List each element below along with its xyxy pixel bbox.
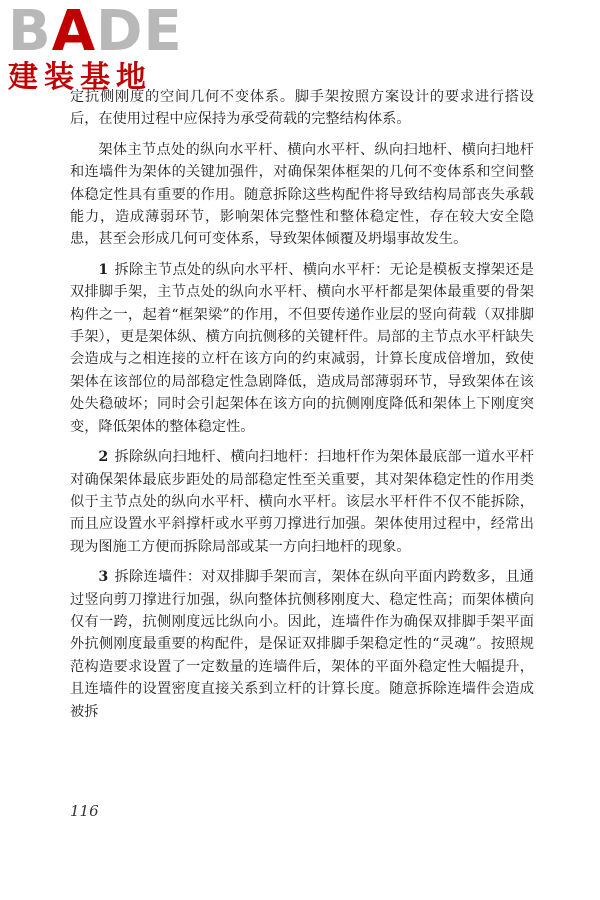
paragraph-text: 拆除连墙件：对双排脚手架而言，架体在纵向平面内跨数多，且通过竖向剪刀撑进行加强，纵向整体抗侧移刚度大、稳定性高；而架体横向仅有一跨，抗侧刚度远比纵向小。因此，连墙件作为确保双排脚手架平面外抗侧刚度最重要的构配件，是保证双排脚手架稳定性的“灵魂”。按照规范构造要求设置了一定数量的连墙件后，架体的平面外稳定性大幅提升，且连墙件的设置密度直接关系到立杆的计算长度。随意拆除连墙件会造成被拆 xyxy=(70,569,534,720)
paragraph-item-2 xyxy=(70,446,534,558)
brand-letter-a: A xyxy=(51,0,97,64)
brand-letters-de: DE xyxy=(96,0,183,64)
paragraph-text: 架体主节点处的纵向水平杆、横向水平杆、纵向扫地杆、横向扫地杆和连墙件为架体的关键加强件，对确保架体框架的几何不变体系和空间整体稳定性具有重要的作用。随意拆除这些构配件将导致结构局部丧失承载能力，造成薄弱环节，影响架体完整性和整体稳定性，存在较大安全隐患，甚至会形成几何可变体系，导致架体倾覆及坍塌事故发生。 xyxy=(70,141,534,248)
paragraph-text: 定抗侧刚度的空间几何不变体系。脚手架按照方案设计的要求进行搭设后，在使用过程中应保持为承受荷载的完整结构体系。 xyxy=(70,89,534,128)
brand-logo-subtitle: 建装基地 xyxy=(8,60,152,95)
paragraph-item-3 xyxy=(70,566,534,723)
paragraph-text: 拆除主节点处的纵向水平杆、横向水平杆：无论是模板支撑架还是双排脚手架，主节点处的纵向水平杆、横向水平杆都是架体最重要的骨架构件之一，起着“框架梁”的作用，不但要传递作业层的竖向荷载（双排脚手架），更是架体纵、横方向抗侧移的关键杆件。局部的主节点水平杆缺失会造成与之相连接的立杆在该方向的约束减弱，计算长度成倍增加，致使架体在该部位的局部稳定性急剧降低，造成局部薄弱环节，导致架体在该处失稳破坏；同时会引起架体在该方向的抗侧刚度降低和架体上下刚度突变，降低架体的整体稳定性。 xyxy=(70,261,534,435)
paragraph-number: 3 xyxy=(98,569,109,586)
paragraph-intro xyxy=(70,139,534,251)
brand-logo xyxy=(8,0,183,96)
page-number: 116 xyxy=(70,802,99,820)
article-body xyxy=(70,86,534,723)
brand-letter-b: B xyxy=(8,0,52,64)
paragraph-text: 拆除纵向扫地杆、横向扫地杆：扫地杆作为架体最底部一道水平杆对确保架体最底步距处的局部稳定性至关重要，其对架体稳定性的作用类似于主节点处的纵向水平杆、横向水平杆。该层水平杆件不仅不能拆除，而且应设置水平斜撑杆或水平剪刀撑进行加强。架体使用过程中，经常出现为图施工方便而拆除局部或某一方向扫地杆的现象。 xyxy=(70,449,534,555)
brand-logo-wordmark xyxy=(8,0,183,64)
paragraph-number: 2 xyxy=(98,449,109,466)
paragraph-number: 1 xyxy=(98,261,109,278)
paragraph-item-1 xyxy=(70,259,534,438)
